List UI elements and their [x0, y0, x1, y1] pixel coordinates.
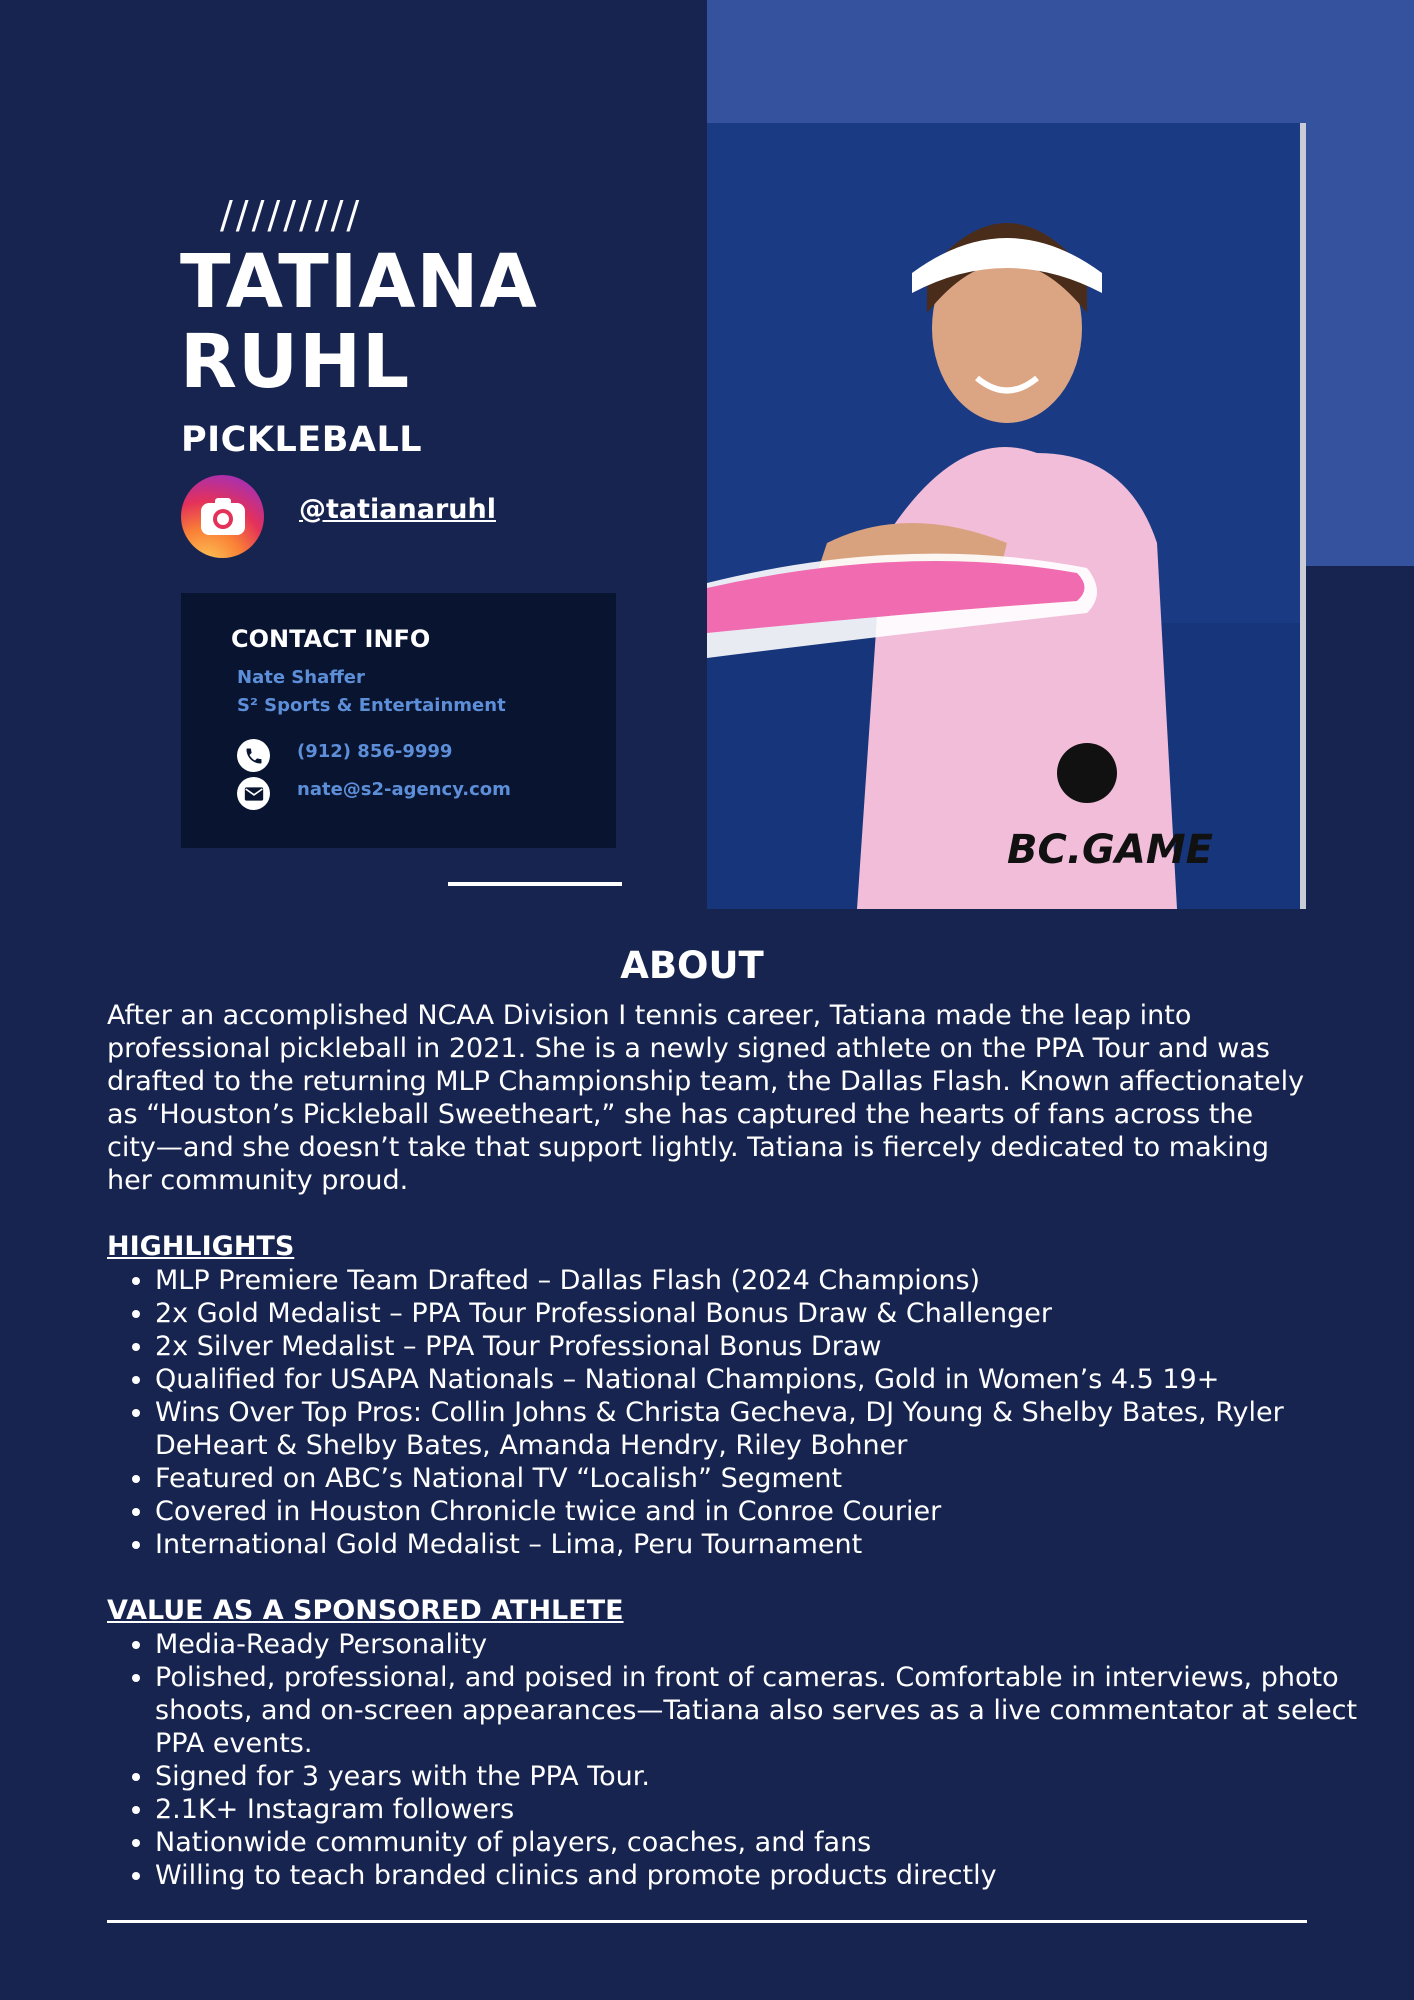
phone-icon: [237, 739, 270, 772]
decorative-slashes: /////////: [220, 193, 363, 237]
athlete-photo: [707, 123, 1306, 909]
about-title: ABOUT: [620, 944, 764, 987]
list-item: • 2x Gold Medalist – PPA Tour Professional Bonus Draw & Challenger: [155, 1297, 1370, 1330]
sport-label: PICKLEBALL: [181, 420, 423, 460]
contact-info-box: [181, 593, 616, 848]
list-item: • Covered in Houston Chronicle twice and in Conroe Courier: [155, 1495, 1370, 1528]
highlights-list: [107, 1264, 1370, 1561]
highlights-title: HIGHLIGHTS: [107, 1231, 295, 1262]
divider-bottom: [107, 1920, 1307, 1923]
photo-border: [1300, 123, 1306, 909]
list-item: • Media-Ready Personality: [155, 1628, 1370, 1661]
last-name: RUHL: [180, 319, 411, 405]
list-item: • Wins Over Top Pros: Collin Johns & Christa Gecheva, DJ Young & Shelby Bates, Ryler DeHeart & Shelby Bates, Amanda Hendry, Riley Bohner: [155, 1396, 1370, 1462]
instagram-handle-link[interactable]: @tatianaruhl: [299, 494, 496, 525]
list-item: • MLP Premiere Team Drafted – Dallas Flash (2024 Champions): [155, 1264, 1370, 1297]
contact-company: S² Sports & Entertainment: [237, 695, 506, 716]
value-title: VALUE AS A SPONSORED ATHLETE: [107, 1595, 624, 1626]
list-item: • Polished, professional, and poised in front of cameras. Comfortable in interviews, photo shoots, and on-screen appearances—Tatiana also serves as a live commentator at select PPA events.: [155, 1661, 1370, 1760]
contact-info-title: CONTACT INFO: [231, 625, 431, 653]
list-item: • Nationwide community of players, coaches, and fans: [155, 1826, 1370, 1859]
list-item: • Qualified for USAPA Nationals – National Champions, Gold in Women’s 4.5 19+: [155, 1363, 1370, 1396]
list-item: • 2.1K+ Instagram followers: [155, 1793, 1370, 1826]
contact-name: Nate Shaffer: [237, 667, 365, 688]
about-text: After an accomplished NCAA Division I tennis career, Tatiana made the leap into professional pickleball in 2021. She is a newly signed athlete on the PPA Tour and was drafted to the returning MLP Championship team, the Dallas Flash. Known affectionately as “Houston’s Pickleball Sweetheart,” she has captured the hearts of fans across the city—and she doesn’t take that support lightly. Tatiana is fiercely dedicated to making her community proud.: [107, 1000, 1305, 1196]
list-item: • Willing to teach branded clinics and promote products directly: [155, 1859, 1370, 1892]
instagram-icon[interactable]: [181, 475, 264, 558]
list-item: • Featured on ABC’s National TV “Localish” Segment: [155, 1462, 1370, 1495]
value-list: [107, 1628, 1370, 1892]
divider-short: [448, 882, 622, 886]
contact-email[interactable]: nate@s2-agency.com: [297, 779, 511, 800]
contact-phone[interactable]: (912) 856-9999: [297, 741, 453, 762]
athlete-photo-illustration: [707, 123, 1306, 909]
list-item: • Signed for 3 years with the PPA Tour.: [155, 1760, 1370, 1793]
athlete-name: [180, 239, 538, 405]
list-item: • 2x Silver Medalist – PPA Tour Professional Bonus Draw: [155, 1330, 1370, 1363]
envelope-icon: [237, 777, 270, 810]
jersey-text: BC.GAME: [1007, 827, 1213, 873]
list-item: • International Gold Medalist – Lima, Peru Tournament: [155, 1528, 1370, 1561]
first-name: TATIANA: [180, 239, 538, 325]
